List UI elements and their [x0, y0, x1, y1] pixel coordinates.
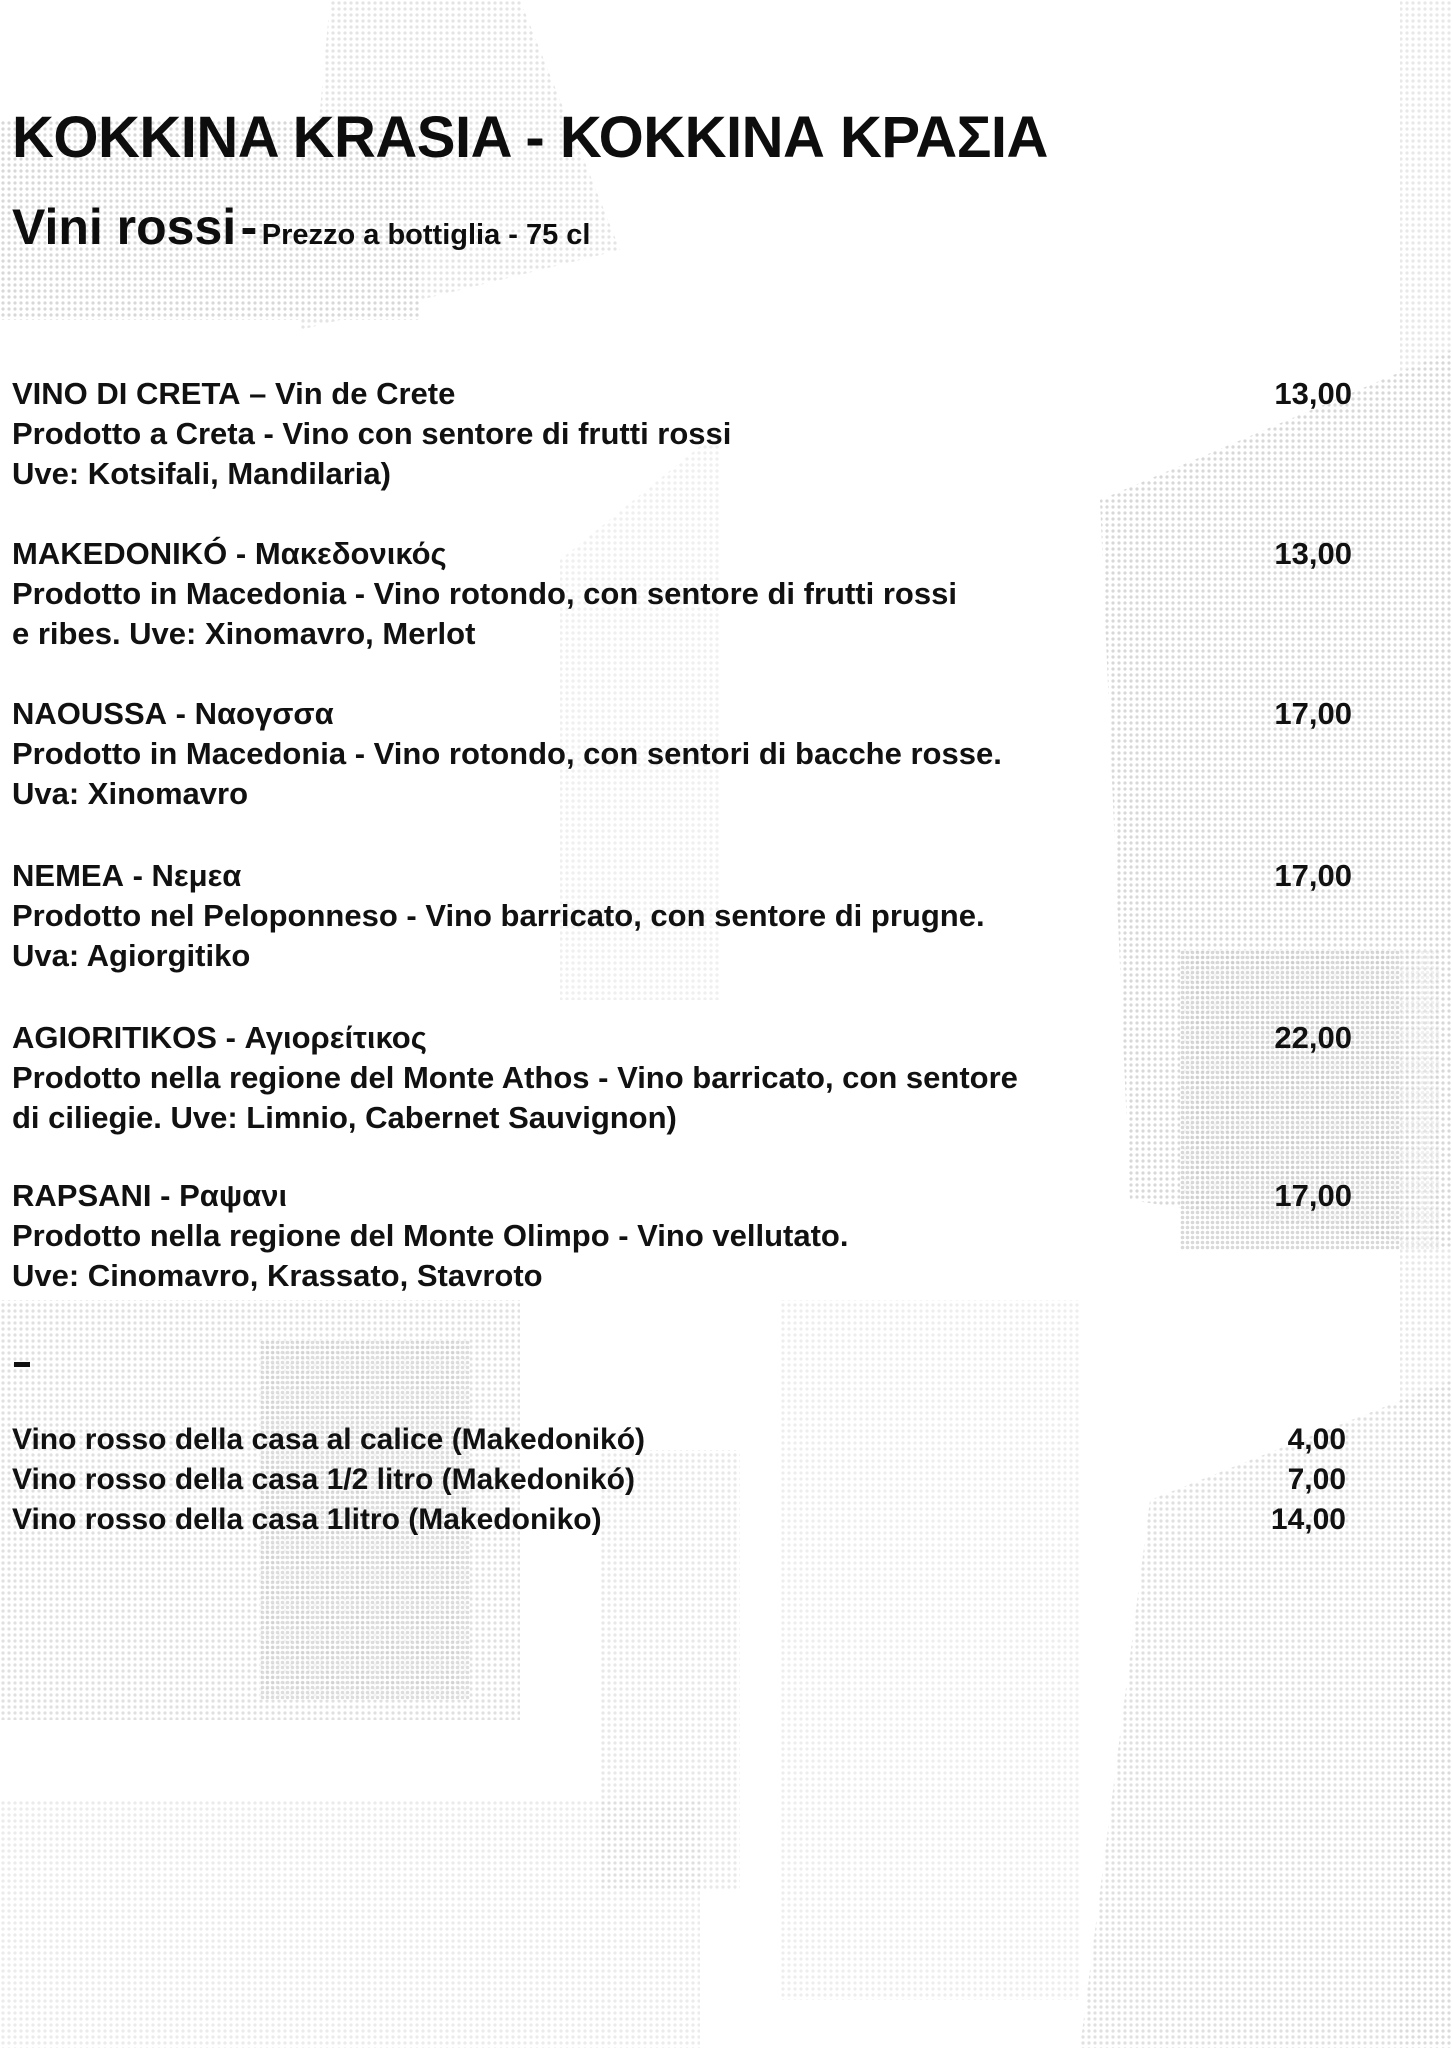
wine-grapes-line: Uva: Xinomavro	[12, 776, 249, 811]
wine-alt-name: Ναογσσα	[194, 696, 334, 731]
wine-price: 22,00	[1274, 1020, 1352, 1055]
house-wine-price: 4,00	[1287, 1423, 1346, 1456]
wine-item-nemea	[12, 856, 1352, 976]
wine-price: 17,00	[1274, 1178, 1352, 1213]
house-wine-label: Vino rosso della casa al calice (Makedonikó)	[12, 1423, 646, 1456]
wine-item-makedoniko	[12, 534, 1352, 654]
wine-description-line: Prodotto nel Peloponneso - Vino barricato, con sentore di prugne.	[12, 898, 985, 933]
house-wine-label: Vino rosso della casa 1litro (Makedoniko)	[12, 1503, 602, 1536]
wine-description-line: Prodotto nella regione del Monte Olimpo - Vino vellutato.	[12, 1218, 849, 1253]
house-wine-price: 14,00	[1270, 1503, 1346, 1536]
wine-price: 17,00	[1274, 858, 1352, 893]
wine-name: VINO DI CRETA	[12, 376, 241, 411]
wine-separator: -	[235, 536, 247, 571]
page-title: KOKKINA KRASIA - ΚΟΚΚΙΝΑ ΚΡΑΣΙΑ	[12, 105, 1048, 170]
subtitle-note: Prezzo a bottiglia - 75 cl	[261, 219, 591, 251]
wine-separator: –	[249, 376, 267, 411]
wine-grapes-line: di ciliegie. Uve: Limnio, Cabernet Sauvignon)	[12, 1100, 677, 1135]
house-wine-row	[12, 1500, 1352, 1540]
subtitle-dash: -	[240, 199, 258, 255]
wine-name: NEMEA	[12, 858, 124, 893]
section-divider	[14, 1362, 30, 1367]
wine-price: 17,00	[1274, 696, 1352, 731]
wine-separator: -	[225, 1020, 236, 1055]
wine-alt-name: Vin de Crete	[275, 376, 456, 411]
wine-alt-name: Ραψανι	[179, 1178, 288, 1213]
wine-separator: -	[160, 1178, 171, 1213]
page-subtitle	[12, 198, 590, 256]
house-wine-row	[12, 1460, 1352, 1500]
wine-separator: -	[132, 858, 143, 893]
house-wine-row	[12, 1420, 1352, 1460]
wine-name: AGIORITIKOS	[12, 1020, 217, 1055]
house-wine-label: Vino rosso della casa 1/2 litro (Makedonikó)	[12, 1463, 635, 1496]
wine-description-line: Prodotto in Macedonia - Vino rotondo, con sentore di frutti rossi	[12, 576, 957, 611]
wine-item-naoussa	[12, 694, 1352, 814]
wine-name: RAPSANI	[12, 1178, 152, 1213]
wine-alt-name: Αγιορείτικος	[244, 1020, 427, 1055]
wine-grapes-line: e ribes. Uve: Xinomavro, Merlot	[12, 616, 476, 651]
wine-description-line: Prodotto nella regione del Monte Athos - Vino barricato, con sentore	[12, 1060, 1018, 1095]
wine-name: MAKEDONIKÓ	[12, 536, 228, 571]
wine-separator: -	[175, 696, 186, 731]
wine-price: 13,00	[1274, 376, 1352, 411]
wine-item-rapsani	[12, 1176, 1352, 1296]
wine-name: NAOUSSA	[12, 696, 168, 731]
wine-description-line: Prodotto a Creta - Vino con sentore di frutti rossi	[12, 416, 732, 451]
wine-grapes-line: Uva: Agiorgitiko	[12, 938, 251, 973]
wine-description-line: Prodotto in Macedonia - Vino rotondo, con sentori di bacche rosse.	[12, 736, 1002, 771]
wine-alt-name: Μακεδονικός	[254, 536, 447, 571]
wine-item-agioritikos	[12, 1018, 1352, 1138]
wine-grapes-line: Uve: Cinomavro, Krassato, Stavroto	[12, 1258, 543, 1293]
wine-alt-name: Νεμεα	[151, 858, 242, 893]
wine-grapes-line: Uve: Kotsifali, Mandilaria)	[12, 456, 391, 491]
wine-item-vino-di-creta	[12, 374, 1352, 494]
house-wine-price: 7,00	[1287, 1463, 1346, 1496]
subtitle-main: Vini rossi	[12, 199, 237, 255]
wine-price: 13,00	[1274, 536, 1352, 571]
